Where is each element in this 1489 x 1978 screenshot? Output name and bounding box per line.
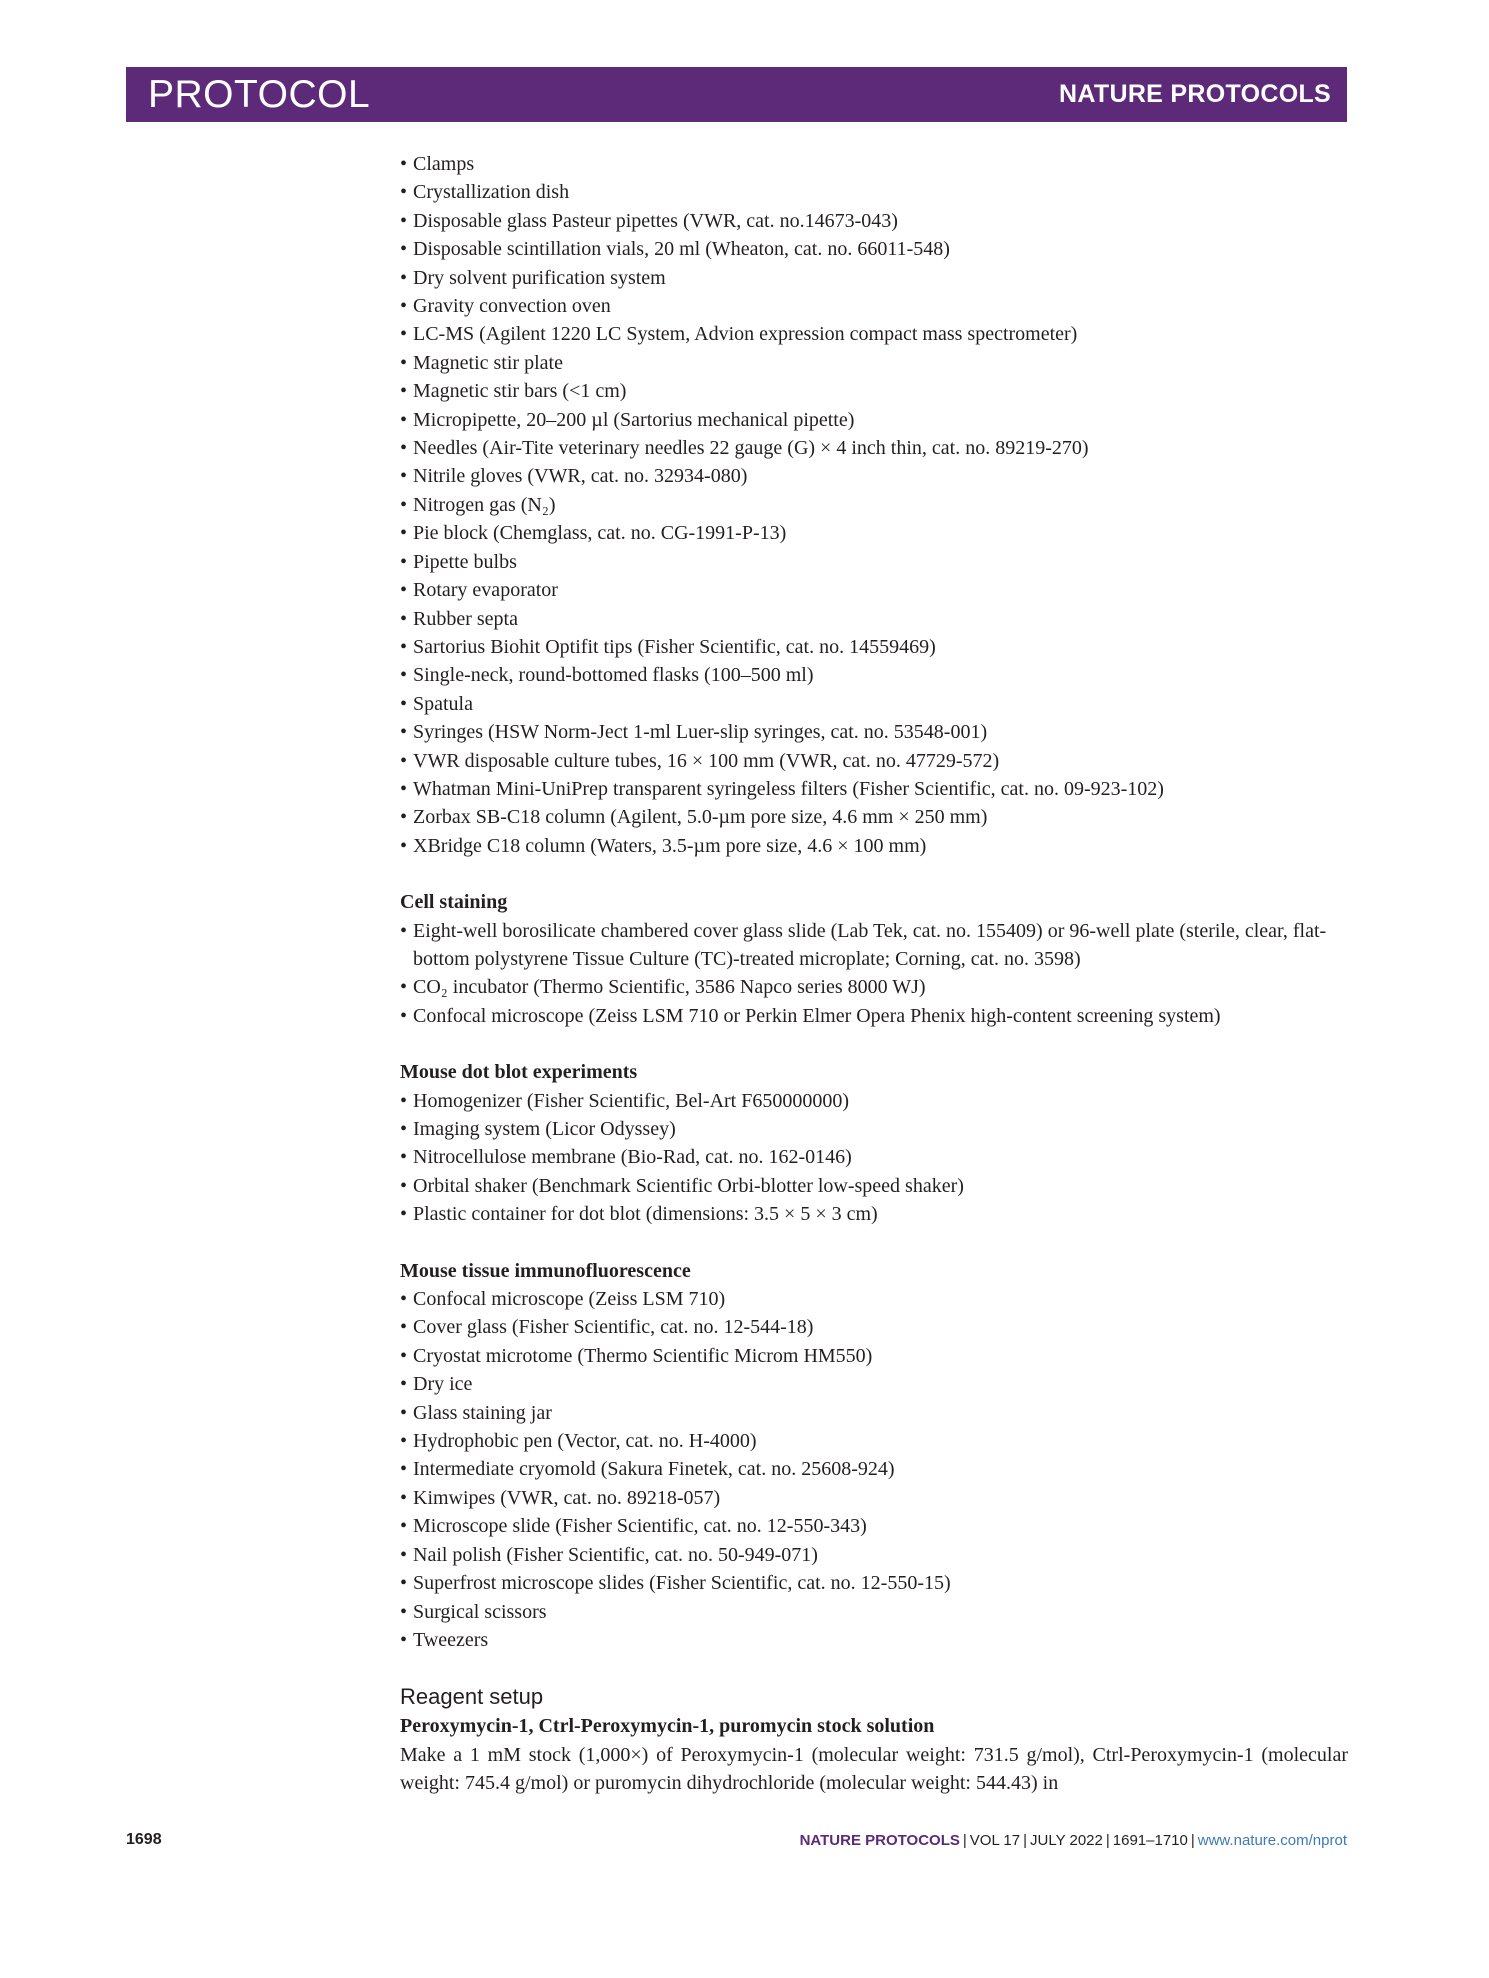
list-item: • Microscope slide (Fisher Scientific, cat. no. 12-550-343) [400, 1512, 1348, 1540]
list-item: • Rubber septa [400, 605, 1348, 633]
list-item: • Dry ice [400, 1370, 1348, 1398]
list-item: • Single-neck, round-bottomed flasks (100–500 ml) [400, 661, 1348, 689]
list-item: • Gravity convection oven [400, 292, 1348, 320]
header-bar [126, 67, 1347, 122]
citation: NATURE PROTOCOLS | VOL 17 | JULY 2022 | 1691–1710 | www.nature.com/nprot [799, 1831, 1347, 1849]
dot-blot-list [400, 1087, 1348, 1229]
list-item: • Cryostat microtome (Thermo Scientific Microm HM550) [400, 1342, 1348, 1370]
list-item: • Imaging system (Licor Odyssey) [400, 1115, 1348, 1143]
footer-pages: 1691–1710 [1112, 1831, 1188, 1849]
list-item: • Micropipette, 20–200 µl (Sartorius mechanical pipette) [400, 406, 1348, 434]
reagent-setup-heading: Reagent setup [400, 1684, 544, 1710]
list-item: • Crystallization dish [400, 178, 1348, 206]
list-item: • VWR disposable culture tubes, 16 × 100 mm (VWR, cat. no. 47729-572) [400, 747, 1348, 775]
journal-link[interactable]: www.nature.com/nprot [1197, 1831, 1347, 1849]
list-item: • LC-MS (Agilent 1220 LC System, Advion expression compact mass spectrometer) [400, 320, 1348, 348]
journal-name: NATURE PROTOCOLS [1059, 80, 1331, 108]
list-item: • Kimwipes (VWR, cat. no. 89218-057) [400, 1484, 1348, 1512]
footer-journal: NATURE PROTOCOLS [799, 1831, 960, 1849]
list-item: • Surgical scissors [400, 1598, 1348, 1626]
list-item: • Rotary evaporator [400, 576, 1348, 604]
cell-staining-heading: Cell staining [400, 891, 508, 914]
list-item: • Syringes (HSW Norm-Ject 1-ml Luer-slip syringes, cat. no. 53548-001) [400, 718, 1348, 746]
reagent-subheading: Peroxymycin-1, Ctrl-Peroxymycin-1, puromycin stock solution [400, 1715, 935, 1738]
list-item: • XBridge C18 column (Waters, 3.5-µm pore size, 4.6 × 100 mm) [400, 832, 1348, 860]
list-item: • Whatman Mini-UniPrep transparent syringeless filters (Fisher Scientific, cat. no. 09-923-102) [400, 775, 1348, 803]
list-item: • Nail polish (Fisher Scientific, cat. no. 50-949-071) [400, 1541, 1348, 1569]
list-item: • Disposable glass Pasteur pipettes (VWR, cat. no.14673-043) [400, 207, 1348, 235]
main-content [400, 150, 1348, 1798]
footer-volume: VOL 17 [969, 1831, 1021, 1849]
cell-staining-list [400, 917, 1348, 1031]
list-item: • Magnetic stir bars (<1 cm) [400, 377, 1348, 405]
list-item: • Disposable scintillation vials, 20 ml (Wheaton, cat. no. 66011-548) [400, 235, 1348, 263]
list-item: • Needles (Air-Tite veterinary needles 22 gauge (G) × 4 inch thin, cat. no. 89219-270) [400, 434, 1348, 462]
page-number: 1698 [126, 1831, 162, 1848]
list-item: • Spatula [400, 690, 1348, 718]
list-item: • Magnetic stir plate [400, 349, 1348, 377]
list-item: • Nitrile gloves (VWR, cat. no. 32934-080) [400, 462, 1348, 490]
list-item: • Plastic container for dot blot (dimensions: 3.5 × 5 × 3 cm) [400, 1200, 1348, 1228]
list-item: • Pipette bulbs [400, 548, 1348, 576]
list-item: • Hydrophobic pen (Vector, cat. no. H-4000) [400, 1427, 1348, 1455]
list-item: • Confocal microscope (Zeiss LSM 710 or Perkin Elmer Opera Phenix high-content screening system) [400, 1002, 1348, 1030]
equipment-list [400, 150, 1348, 860]
section-label: PROTOCOL [148, 72, 371, 116]
list-item: • Eight-well borosilicate chambered cover glass slide (Lab Tek, cat. no. 155409) or 96-well plate (sterile, clear, flat-bottom polystyrene Tissue Culture (TC)-treated microplate; Corning, cat. no. 3598) [400, 917, 1348, 974]
reagent-paragraph: Make a 1 mM stock (1,000×) of Peroxymycin-1 (molecular weight: 731.5 g/mol), Ctrl-Peroxymycin-1 (molecular weight: 745.4 g/mol) or puromycin dihydrochloride (molecular weight: 544.43) in [400, 1743, 1348, 1795]
list-item: • Tweezers [400, 1626, 1348, 1654]
list-item: • Dry solvent purification system [400, 264, 1348, 292]
list-item: • Intermediate cryomold (Sakura Finetek, cat. no. 25608-924) [400, 1455, 1348, 1483]
list-item: • Glass staining jar [400, 1399, 1348, 1427]
immunofluorescence-heading: Mouse tissue immunofluorescence [400, 1259, 691, 1282]
list-item: • Orbital shaker (Benchmark Scientific Orbi-blotter low-speed shaker) [400, 1172, 1348, 1200]
list-item: • Nitrocellulose membrane (Bio-Rad, cat. no. 162-0146) [400, 1143, 1348, 1171]
list-item: • Clamps [400, 150, 1348, 178]
list-item: • Cover glass (Fisher Scientific, cat. no. 12-544-18) [400, 1313, 1348, 1341]
list-item: • Homogenizer (Fisher Scientific, Bel-Art F650000000) [400, 1087, 1348, 1115]
list-item: • Nitrogen gas (N₂) [400, 491, 1348, 519]
page-footer [126, 1831, 1347, 1849]
list-item: • Pie block (Chemglass, cat. no. CG-1991-P-13) [400, 519, 1348, 547]
immunofluorescence-list [400, 1285, 1348, 1654]
list-item: • Superfrost microscope slides (Fisher Scientific, cat. no. 12-550-15) [400, 1569, 1348, 1597]
list-item: • Sartorius Biohit Optifit tips (Fisher Scientific, cat. no. 14559469) [400, 633, 1348, 661]
list-item: • CO₂ incubator (Thermo Scientific, 3586 Napco series 8000 WJ) [400, 973, 1348, 1001]
dot-blot-heading: Mouse dot blot experiments [400, 1061, 638, 1084]
list-item: • Zorbax SB-C18 column (Agilent, 5.0-µm pore size, 4.6 mm × 250 mm) [400, 803, 1348, 831]
list-item: • Confocal microscope (Zeiss LSM 710) [400, 1285, 1348, 1313]
footer-date: JULY 2022 [1030, 1831, 1103, 1849]
